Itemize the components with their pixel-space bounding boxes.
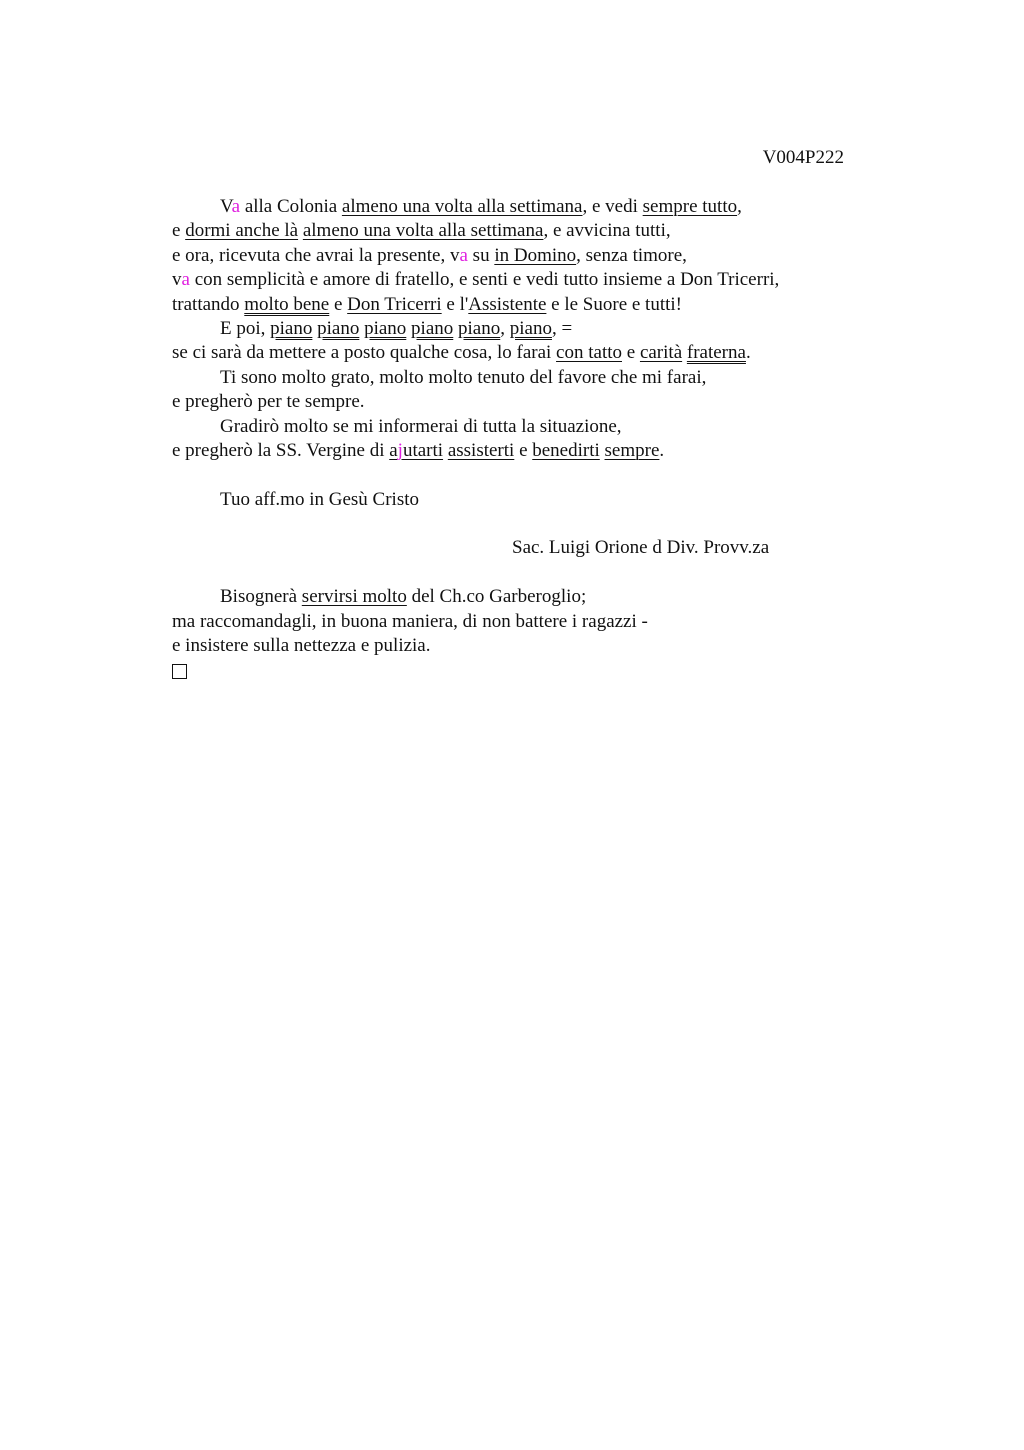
spacer [172, 463, 872, 487]
letter-line-11: e pregherò la SS. Vergine di ajutarti assisterti e benedirti sempre. [172, 439, 665, 461]
page-id: V004P222 [762, 147, 844, 168]
double-underlined-word: piano [509, 317, 552, 339]
letter-line-2: e dormi anche là almeno una volta alla settimana, e avvicina tutti, [172, 220, 671, 242]
postscript-line-1: Bisognerà servirsi molto del Ch.co Garberoglio; [220, 586, 587, 608]
end-mark [172, 658, 872, 682]
underlined-phrase: almeno una volta alla settimana [302, 220, 544, 242]
letter-line-8: Ti sono molto grato, molto molto tenuto del favore che mi farai, [220, 366, 707, 388]
letter-line-1: Va alla Colonia almeno una volta alla settimana, e vedi sempre tutto, [220, 196, 742, 217]
double-underlined-word: piano [411, 317, 454, 339]
signature: Sac. Luigi Orione d Div. Provv.za [512, 537, 770, 559]
double-underlined-word: piano [270, 317, 313, 339]
letter-line-3: e ora, ricevuta che avrai la presente, va su in Domino, senza timore, [172, 244, 687, 266]
spacer [172, 561, 872, 585]
closing-line: Tuo aff.mo in Gesù Cristo [220, 488, 419, 510]
letter-line-7: se ci sarà da mettere a posto qualche cosa, lo farai con tatto e carità fraterna. [172, 342, 751, 364]
underlined-phrase: almeno una volta alla settimana [341, 196, 583, 217]
double-underlined-phrase: molto bene [244, 293, 330, 315]
double-underlined-phrase: fraterna [686, 342, 746, 364]
letter-line-6: E poi, piano piano piano piano piano, piano, = [220, 317, 573, 339]
postscript-line-2: ma raccomandagli, in buona maniera, di non battere i ragazzi - [172, 610, 648, 632]
underlined-phrase: sempre tutto [642, 196, 738, 217]
underlined-phrase: carità [639, 342, 683, 364]
underlined-word: ajutarti [389, 439, 444, 461]
postscript-line-3: e insistere sulla nettezza e pulizia. [172, 635, 431, 657]
underlined-word: sempre [604, 439, 660, 461]
underlined-phrase: dormi anche là [185, 220, 299, 242]
spacer [172, 512, 872, 536]
underlined-word: assisterti [447, 439, 515, 461]
underlined-phrase: servirsi molto [301, 586, 407, 608]
double-underlined-word: piano [458, 317, 501, 339]
double-underlined-word: piano [317, 317, 360, 339]
square-outline-icon [172, 664, 187, 679]
letter-body [172, 195, 872, 683]
underlined-phrase: in Domino [494, 244, 577, 266]
highlight-letter: a [231, 196, 241, 217]
letter-line-10: Gradirò molto se mi informerai di tutta la situazione, [220, 415, 622, 437]
underlined-word: benedirti [532, 439, 600, 461]
highlight-letter: j [397, 439, 403, 461]
letter-line-9: e pregherò per te sempre. [172, 391, 365, 413]
highlight-letter: a [459, 244, 468, 266]
highlight-letter: a [181, 269, 190, 291]
underlined-phrase: Don Tricerri [347, 293, 442, 315]
underlined-phrase: con tatto [556, 342, 622, 364]
underlined-phrase: Assistente [468, 293, 547, 315]
letter-line-5: trattando molto bene e Don Tricerri e l'Assistente e le Suore e tutti! [172, 293, 683, 315]
double-underlined-word: piano [364, 317, 407, 339]
letter-line-4: va con semplicità e amore di fratello, e senti e vedi tutto insieme a Don Tricerri, [172, 269, 780, 291]
